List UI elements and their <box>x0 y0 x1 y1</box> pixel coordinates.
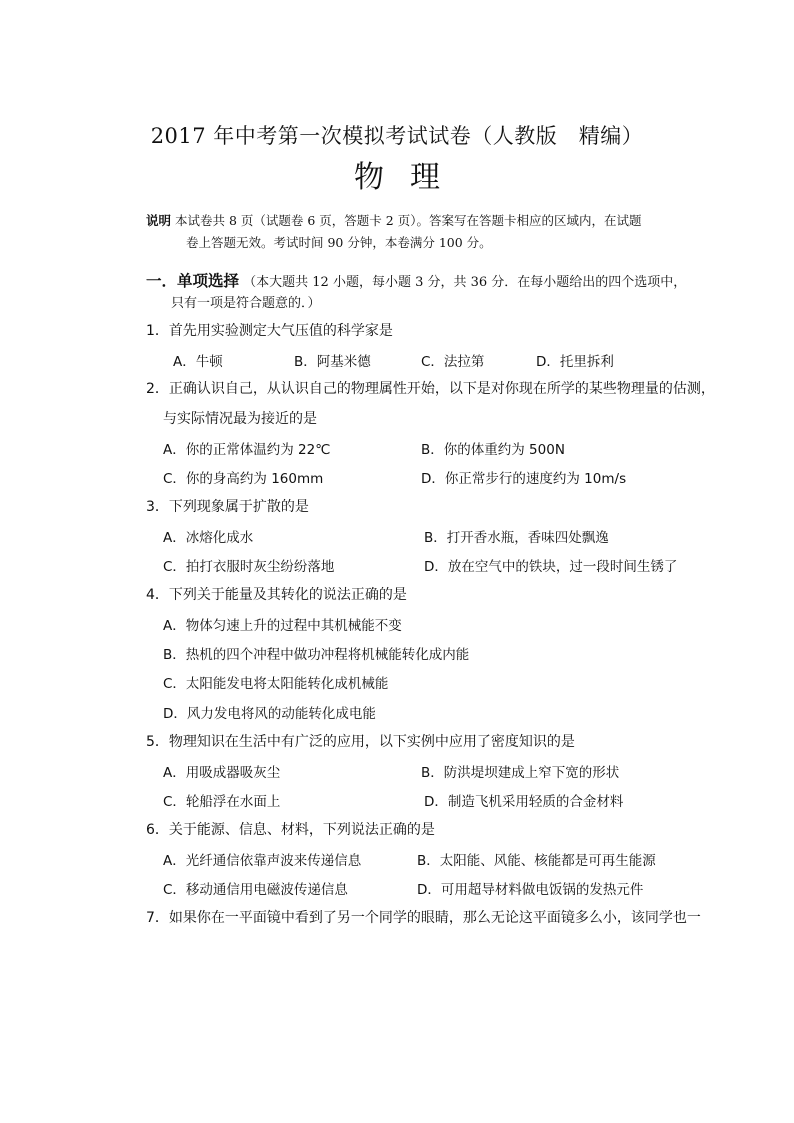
question-4-option-a: A．物体匀速上升的过程中其机械能不变 <box>163 618 402 634</box>
question-4-option-b: B．热机的四个冲程中做功冲程将机械能转化成内能 <box>163 647 470 663</box>
question-6-option-d: D．可用超导材料做电饭锅的发热元件 <box>417 882 644 898</box>
section-heading-line-2: 只有一项是符合题意的．） <box>171 296 321 311</box>
question-6-option-a: A．光纤通信依靠声波来传递信息 <box>163 853 362 869</box>
question-3-option-d: D．放在空气中的铁块，过一段时间生锈了 <box>424 559 678 575</box>
question-5-option-c: C．轮船浮在水面上 <box>163 794 281 810</box>
question-4-stem: 4．下列关于能量及其转化的说法正确的是 <box>146 587 407 603</box>
instructions-line-2: 卷上答题无效。考试时间 90 分钟，本卷满分 100 分。 <box>186 235 492 250</box>
instructions-label: 说明 <box>146 213 172 228</box>
question-3-stem: 3．下列现象属于扩散的是 <box>146 499 309 515</box>
question-4-option-d: D．风力发电将风的动能转化成电能 <box>163 706 376 722</box>
question-2-stem-continued: 与实际情况最为接近的是 <box>163 411 317 427</box>
question-2-option-b: B．你的体重约为 500N <box>421 442 565 458</box>
instructions-line-1 <box>146 211 641 229</box>
section-heading-line-1 <box>146 269 686 291</box>
exam-title: 2017 年中考第一次模拟考试试卷（人教版 精编） <box>150 124 644 148</box>
question-4-option-c: C．太阳能发电将太阳能转化成机械能 <box>163 676 389 692</box>
question-1-option-b: B．阿基米德 <box>294 354 371 370</box>
question-5-option-d: D．制造飞机采用轻质的合金材料 <box>424 794 624 810</box>
question-2-stem: 2．正确认识自己，从认识自己的物理属性开始，以下是对你现在所学的某些物理量的估测， <box>146 381 715 397</box>
section-description: （本大题共 12 小题，每小题 3 分，共 36 分．在每小题给出的四个选项中， <box>243 275 687 290</box>
question-6-stem: 6．关于能源、信息、材料，下列说法正确的是 <box>146 822 435 838</box>
question-3-option-b: B．打开香水瓶，香味四处飘逸 <box>424 530 609 546</box>
question-5-option-a: A．用吸成器吸灰尘 <box>163 765 281 781</box>
question-2-option-a: A．你的正常体温约为 22℃ <box>163 442 331 458</box>
question-3-option-a: A．冰熔化成水 <box>163 530 254 546</box>
question-1-option-c: C．法拉第 <box>421 354 485 370</box>
question-1-option-d: D．托里拆利 <box>536 354 614 370</box>
question-1-option-a: A．牛顿 <box>173 354 223 370</box>
question-1-stem: 1．首先用实验测定大气压值的科学家是 <box>146 323 393 339</box>
question-6-option-b: B．太阳能、风能、核能都是可再生能源 <box>417 853 656 869</box>
instructions-text: 本试卷共 8 页（试题卷 6 页，答题卡 2 页）。答案写在答题卡相应的区域内，在试题 <box>175 213 642 228</box>
question-2-option-c: C．你的身高约为 160mm <box>163 471 324 487</box>
question-7-stem: 7．如果你在一平面镜中看到了另一个同学的眼睛，那么无论这平面镜多么小，该同学也一 <box>146 910 701 926</box>
section-heading: 一．单项选择 <box>146 271 240 290</box>
subject-title: 物理 <box>354 160 466 195</box>
question-2-option-d: D．你正常步行的速度约为 10m/s <box>421 471 627 487</box>
question-5-stem: 5．物理知识在生活中有广泛的应用，以下实例中应用了密度知识的是 <box>146 734 575 750</box>
question-5-option-b: B．防洪堤坝建成上窄下宽的形状 <box>421 765 620 781</box>
question-6-option-c: C．移动通信用电磁波传递信息 <box>163 882 348 898</box>
question-3-option-c: C．拍打衣服时灰尘纷纷落地 <box>163 559 335 575</box>
